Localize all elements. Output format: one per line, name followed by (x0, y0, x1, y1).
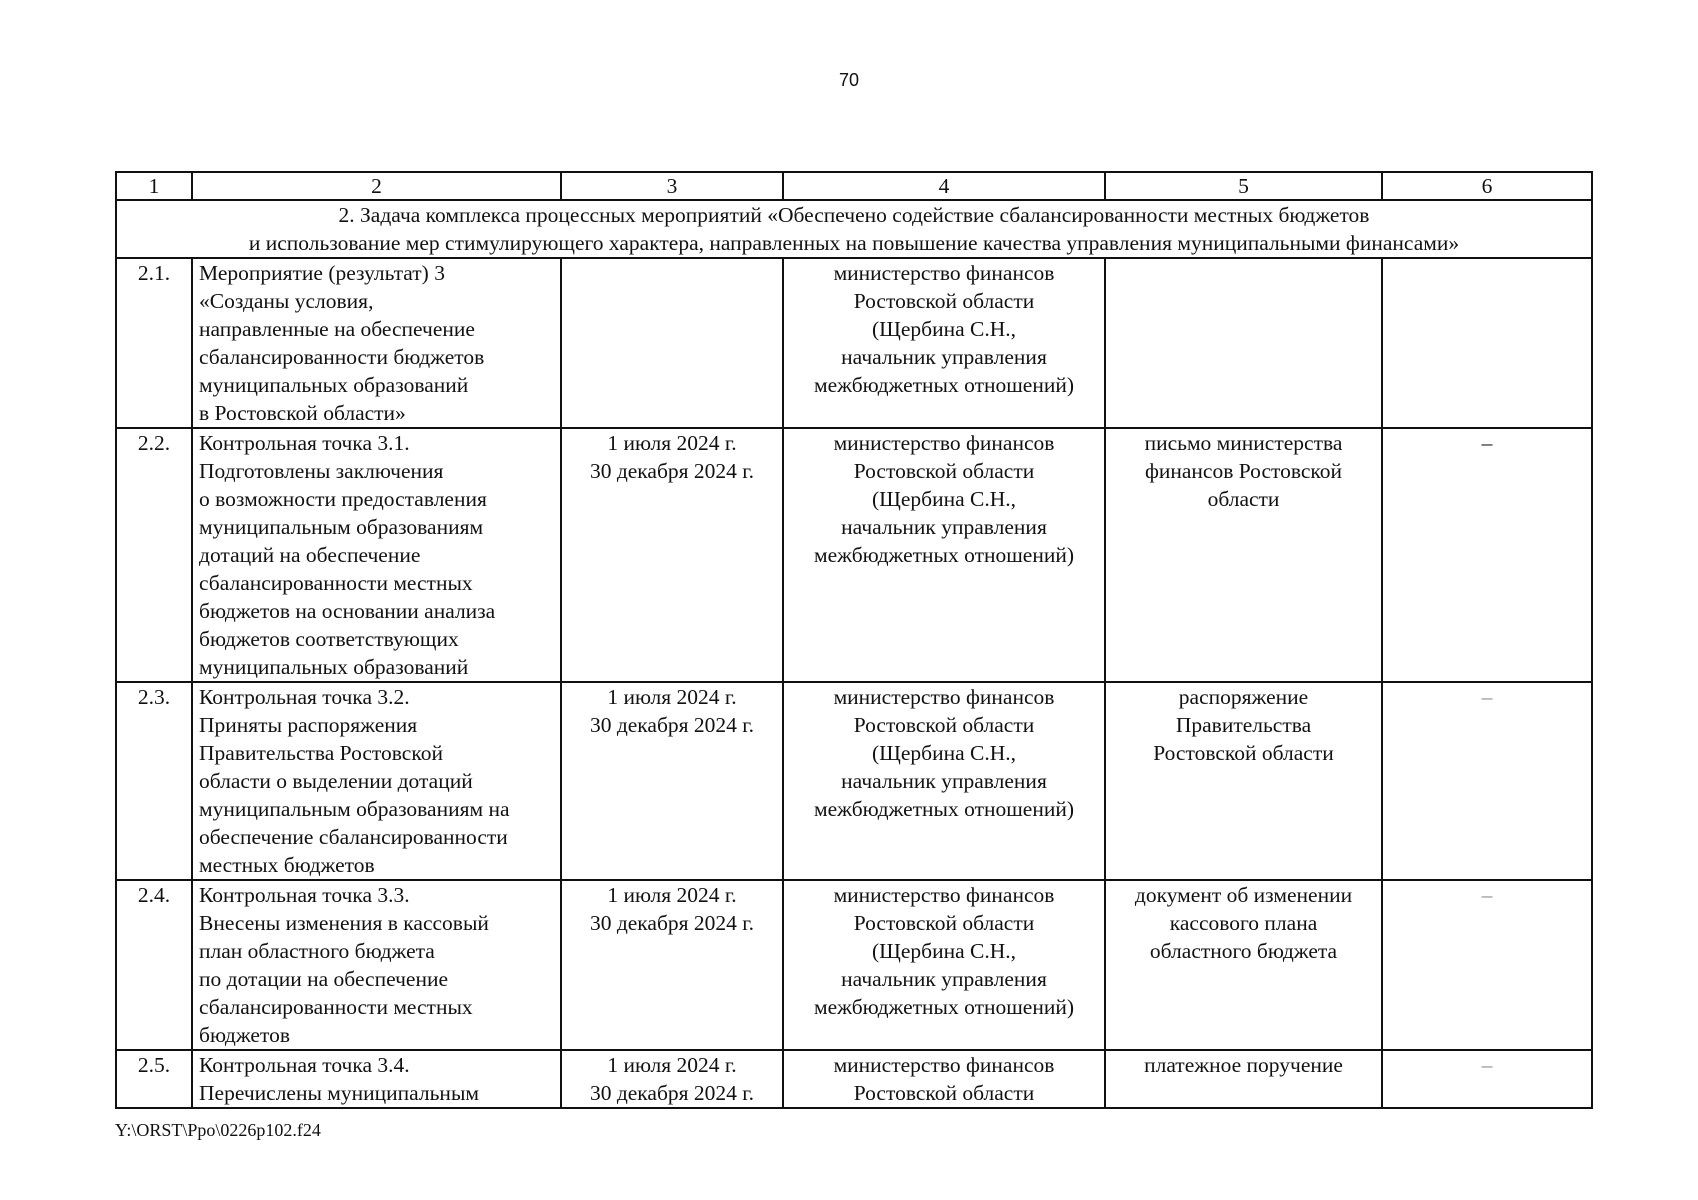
responsible-line: начальник управления (841, 967, 1047, 991)
event-name-line: план областного бюджета (199, 939, 435, 963)
event-name-line: Контрольная точка 3.3. (199, 883, 410, 907)
responsible-line: министерство финансов (833, 1053, 1055, 1077)
event-name-line: Правительства Ростовской (199, 741, 443, 765)
event-name-line: сбалансированности местных (199, 995, 473, 1019)
date-line: 30 декабря 2024 г. (589, 1081, 755, 1105)
responsible-line: Ростовской области (853, 911, 1035, 935)
responsible-line: (Щербина С.Н., (871, 741, 1016, 765)
event-name-line: муниципальным образованиям на (199, 797, 510, 821)
event-name-line: муниципальных образований (199, 655, 469, 679)
row-number-cell: 2.3. (116, 682, 192, 880)
extra-cell (1382, 428, 1592, 682)
document-line: областного бюджета (1149, 939, 1338, 963)
responsible-cell (783, 880, 1105, 1050)
event-name-line: бюджетов (199, 1023, 290, 1047)
document-line: Правительства (1175, 713, 1312, 737)
document-line: кассового плана (1169, 911, 1318, 935)
header-cell: 5 (1105, 172, 1382, 200)
responsible-line: начальник управления (841, 345, 1047, 369)
event-name-line: бюджетов на основании анализа (199, 599, 496, 623)
date-line: 1 июля 2024 г. (607, 685, 737, 709)
event-name-cell (192, 428, 561, 682)
date-line: 30 декабря 2024 г. (589, 459, 755, 483)
date-cell (561, 682, 783, 880)
date-line: 30 декабря 2024 г. (589, 713, 755, 737)
table-row (116, 880, 1592, 1050)
header-row (116, 172, 1592, 200)
event-name-cell (192, 880, 561, 1050)
date-cell (561, 258, 783, 428)
date-cell (561, 428, 783, 682)
event-name-line: сбалансированности бюджетов (199, 345, 485, 369)
responsible-line: (Щербина С.Н., (871, 487, 1016, 511)
extra-cell (1382, 682, 1592, 880)
responsible-line: министерство финансов (833, 883, 1055, 907)
section-title-line: и использование мер стимулирующего характера, направленных на повышение качества управления муниципальными финансами» (248, 231, 1460, 255)
event-name-line: области о выделении дотаций (199, 769, 473, 793)
document-line: Ростовской области (1153, 741, 1334, 765)
responsible-line: министерство финансов (833, 685, 1055, 709)
header-cell: 3 (561, 172, 783, 200)
document-line: области (1207, 487, 1280, 511)
responsible-line: межбюджетных отношений) (813, 797, 1075, 821)
table-row (116, 1050, 1592, 1108)
date-line: 1 июля 2024 г. (607, 431, 737, 455)
event-name-line: муниципальным образованиям (199, 515, 484, 539)
document-cell (1105, 880, 1382, 1050)
event-name-line: Контрольная точка 3.1. (199, 431, 410, 455)
extra-cell (1382, 880, 1592, 1050)
event-name-line: местных бюджетов (199, 853, 375, 877)
event-name-line: Контрольная точка 3.4. (199, 1053, 410, 1077)
event-name-line: «Созданы условия, (199, 289, 374, 313)
event-name-cell (192, 258, 561, 428)
event-name-line: Перечислены муниципальным (199, 1081, 479, 1105)
document-cell (1105, 258, 1382, 428)
section-row (116, 200, 1592, 258)
event-name-line: Внесены изменения в кассовый (199, 911, 489, 935)
extra-cell (1382, 1050, 1592, 1108)
event-name-line: муниципальных образований (199, 373, 469, 397)
responsible-line: межбюджетных отношений) (813, 373, 1075, 397)
date-line: 1 июля 2024 г. (607, 1053, 737, 1077)
document-line: финансов Ростовской (1144, 459, 1343, 483)
event-name-line: в Ростовской области» (199, 401, 406, 425)
document-cell (1105, 1050, 1382, 1108)
dash-mark: – (1481, 883, 1493, 907)
row-number-cell: 2.1. (116, 258, 192, 428)
document-cell (1105, 682, 1382, 880)
file-path-footer: Y:\ORST\Ppo\0226p102.f24 (115, 1120, 321, 1140)
dash-mark: – (1481, 685, 1493, 709)
document-cell (1105, 428, 1382, 682)
section-title-line: 2. Задача комплекса процессных мероприятий «Обеспечено содействие сбалансированности местных бюджетов (338, 203, 1370, 227)
document-line: письмо министерства (1144, 431, 1343, 455)
responsible-cell (783, 1050, 1105, 1108)
document-line: документ об изменении (1134, 883, 1353, 907)
responsible-line: Ростовской области (853, 459, 1035, 483)
dash-mark: – (1481, 431, 1493, 455)
date-cell (561, 880, 783, 1050)
event-name-line: Приняты распоряжения (199, 713, 418, 737)
responsible-line: начальник управления (841, 515, 1047, 539)
table-row (116, 258, 1592, 428)
extra-cell (1382, 258, 1592, 428)
responsible-line: министерство финансов (833, 261, 1055, 285)
event-name-line: дотаций на обеспечение (199, 543, 421, 567)
page-number: 70 (838, 70, 860, 90)
document-line: распоряжение (1178, 685, 1309, 709)
plan-table (115, 171, 1593, 1109)
dash-mark: – (1481, 1053, 1493, 1077)
table-row (116, 428, 1592, 682)
row-number-cell: 2.2. (116, 428, 192, 682)
event-name-cell (192, 682, 561, 880)
responsible-line: министерство финансов (833, 431, 1055, 455)
section-title (116, 200, 1592, 258)
event-name-cell (192, 1050, 561, 1108)
responsible-cell (783, 258, 1105, 428)
responsible-line: межбюджетных отношений) (813, 995, 1075, 1019)
event-name-line: бюджетов соответствующих (199, 627, 459, 651)
header-cell: 1 (116, 172, 192, 200)
date-cell (561, 1050, 783, 1108)
header-cell: 6 (1382, 172, 1592, 200)
responsible-cell (783, 682, 1105, 880)
responsible-line: (Щербина С.Н., (871, 939, 1016, 963)
table-body (116, 258, 1592, 1108)
event-name-line: Подготовлены заключения (199, 459, 444, 483)
date-line: 30 декабря 2024 г. (589, 911, 755, 935)
event-name-line: Мероприятие (результат) 3 (199, 261, 445, 285)
date-line: 1 июля 2024 г. (607, 883, 737, 907)
responsible-line: Ростовской области (853, 713, 1035, 737)
responsible-cell (783, 428, 1105, 682)
header-cell: 2 (192, 172, 561, 200)
event-name-line: сбалансированности местных (199, 571, 473, 595)
event-name-line: обеспечение сбалансированности (199, 825, 508, 849)
responsible-line: Ростовской области (853, 289, 1035, 313)
table-row (116, 682, 1592, 880)
event-name-line: о возможности предоставления (199, 487, 487, 511)
responsible-line: (Щербина С.Н., (871, 317, 1016, 341)
document-line: платежное поручение (1144, 1053, 1343, 1077)
responsible-line: Ростовской области (853, 1081, 1035, 1105)
responsible-line: межбюджетных отношений) (813, 543, 1075, 567)
header-cell: 4 (783, 172, 1105, 200)
row-number-cell: 2.4. (116, 880, 192, 1050)
event-name-line: направленные на обеспечение (199, 317, 475, 341)
event-name-line: по дотации на обеспечение (199, 967, 449, 991)
event-name-line: Контрольная точка 3.2. (199, 685, 410, 709)
responsible-line: начальник управления (841, 769, 1047, 793)
row-number-cell: 2.5. (116, 1050, 192, 1108)
